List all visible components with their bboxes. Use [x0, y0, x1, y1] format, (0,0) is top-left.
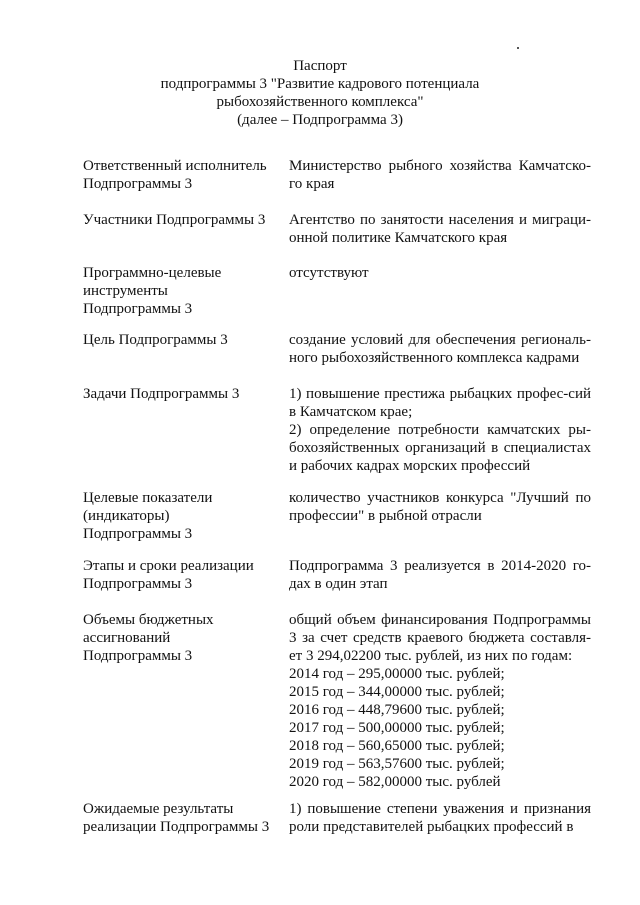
value-text: Агентство по занятости населения и миграци-онной политике Камчатского края [289, 212, 591, 246]
row-value [289, 331, 591, 367]
row-label: Задачи Подпрограммы 3 [83, 386, 240, 402]
value-text: общий объем финансирования Подпрограммы 3 за счет средств краевого бюджета составля-ет 3 294,02200 тыс. рублей, из них по годам: [289, 612, 591, 664]
value-text: 1) повышение степени уважения и признания роли представителей рыбацких профессий в [289, 801, 591, 835]
value-text: Подпрограмма 3 реализуется в 2014-2020 го-дах в один этап [289, 558, 591, 592]
value-text: количество участников конкурса "Лучший по профессии" в рыбной отрасли [289, 490, 591, 524]
row-value [289, 611, 591, 791]
row-label: Цель Подпрограммы 3 [83, 332, 228, 348]
row-value [289, 264, 591, 282]
row-label: Этапы и сроки реализации Подпрограммы 3 [83, 558, 254, 592]
value-text: создание условий для обеспечения региональ-ного рыбохозяйственного комплекса кадрами [289, 332, 591, 366]
value-text: 2) определение потребности камчатских ры-бохозяйственных организаций в специалистах и рабочих кадрах морских профессий [289, 422, 591, 474]
row-label: Ожидаемые результаты реализации Подпрограммы 3 [83, 801, 270, 835]
row-value [289, 557, 591, 593]
row-label: Участники Подпрограммы 3 [83, 212, 266, 228]
budget-year-line: 2014 год – 295,00000 тыс. рублей; [289, 666, 505, 682]
title-line-3: рыбохозяйственного комплекса" [216, 94, 424, 110]
budget-year-line: 2020 год – 582,00000 тыс. рублей [289, 774, 501, 790]
budget-year-line: 2019 год – 563,57600 тыс. рублей; [289, 756, 505, 772]
title-line-1: Паспорт [293, 58, 347, 74]
value-text: 1) повышение престижа рыбацких профес-сий в Камчатском крае; [289, 386, 591, 420]
budget-year-line: 2016 год – 448,79600 тыс. рублей; [289, 702, 505, 718]
row-value [289, 385, 591, 475]
scan-speck [517, 47, 519, 49]
value-text: Министерство рыбного хозяйства Камчатско-го края [289, 158, 591, 192]
row-value [289, 157, 591, 193]
row-value [289, 211, 591, 247]
title-line-4: (далее – Подпрограмма 3) [237, 112, 403, 128]
row-label: Объемы бюджетных ассигнований Подпрограммы 3 [83, 612, 214, 664]
budget-year-line: 2018 год – 560,65000 тыс. рублей; [289, 738, 505, 754]
budget-year-line: 2015 год – 344,00000 тыс. рублей; [289, 684, 505, 700]
value-text: отсутствуют [289, 265, 369, 281]
document-title [0, 57, 640, 129]
budget-year-line: 2017 год – 500,00000 тыс. рублей; [289, 720, 505, 736]
row-label: Программно-целевые инструменты Подпрограммы 3 [83, 265, 222, 317]
row-label: Целевые показатели (индикаторы) Подпрограммы 3 [83, 490, 213, 542]
title-line-2: подпрограммы 3 "Развитие кадрового потенциала [160, 76, 480, 92]
row-value [289, 800, 591, 836]
row-label: Ответственный исполнитель Подпрограммы 3 [83, 158, 267, 192]
row-value [289, 489, 591, 525]
